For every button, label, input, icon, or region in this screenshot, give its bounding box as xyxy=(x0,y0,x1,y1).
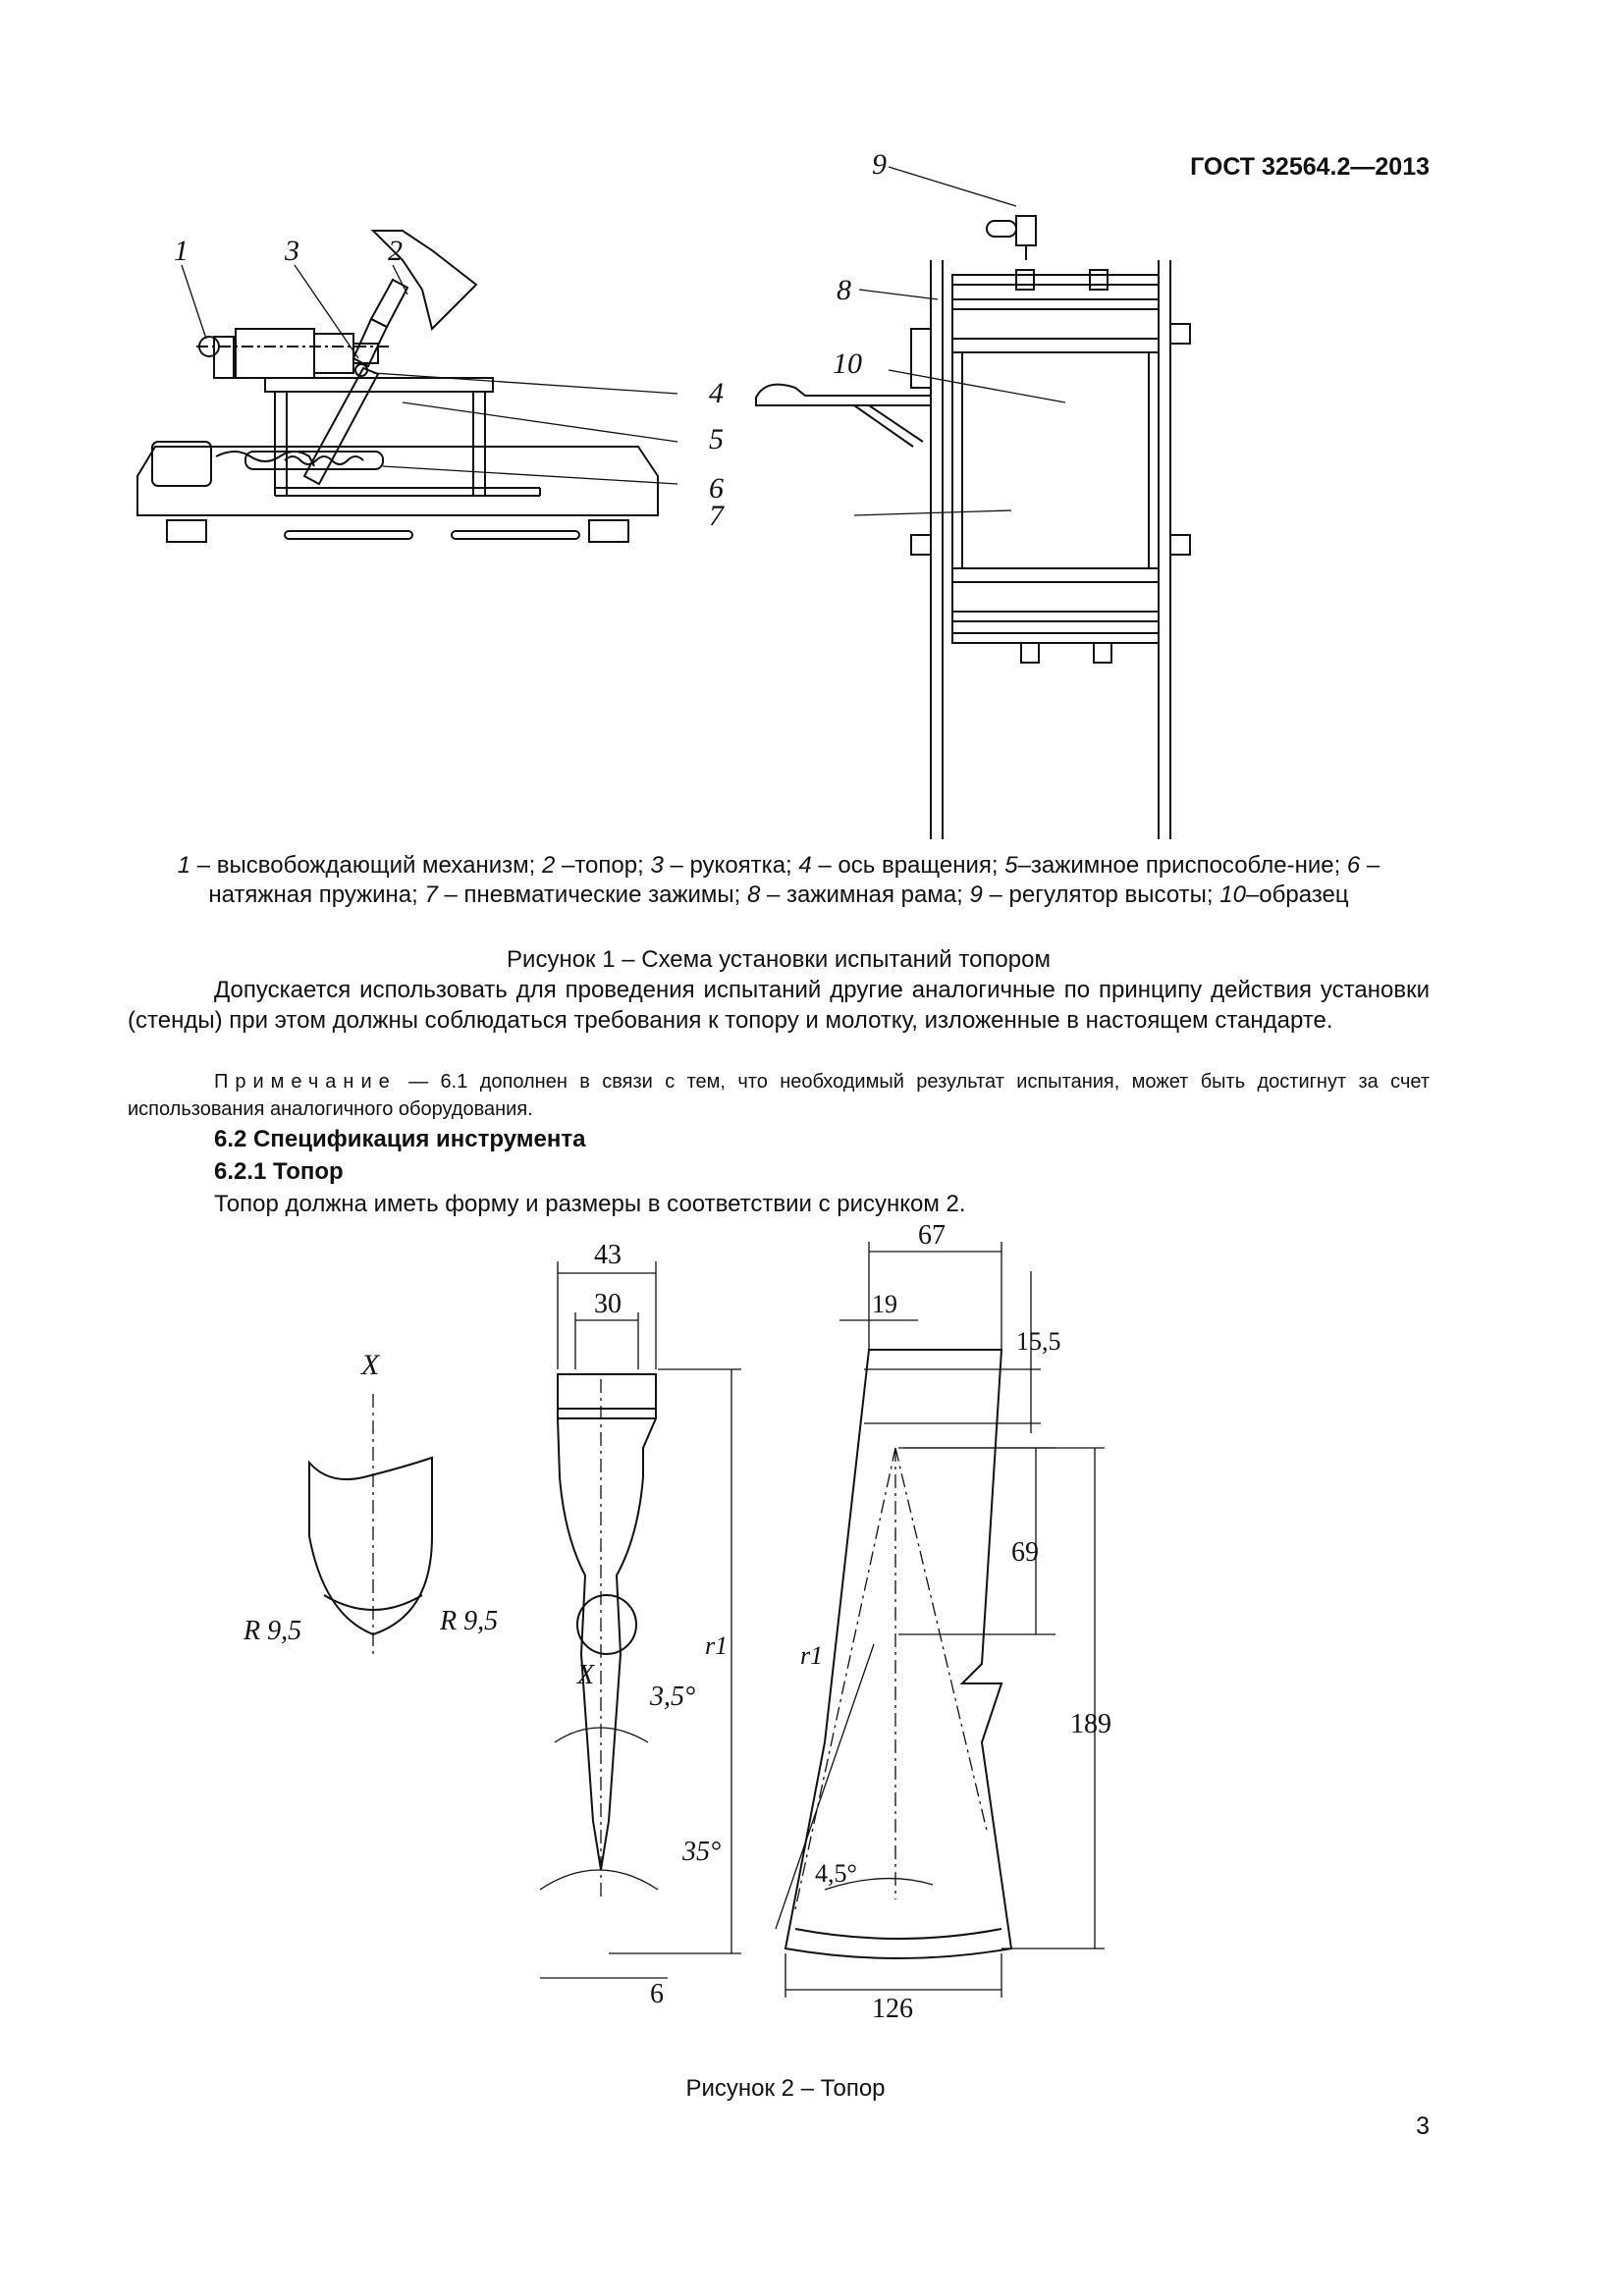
dim-67: 67 xyxy=(918,1220,946,1251)
dim-189: 189 xyxy=(1070,1709,1111,1739)
dim-15-5: 15,5 xyxy=(1016,1327,1061,1356)
body-paragraph: Допускается использовать для проведения испытаний другие аналогичные по принципу действия установки (стенды) при этом должны соблюдаться требования к топору и молотку, изложенные в настоящем стандарте. xyxy=(128,977,1430,1034)
legend-item: 10–образец xyxy=(1219,881,1349,908)
callout-9: 9 xyxy=(872,148,887,181)
angle-35: 35° xyxy=(682,1837,722,1867)
callout-5: 5 xyxy=(709,423,724,455)
note-label: Примечание xyxy=(214,1071,397,1093)
label-x-top: X xyxy=(361,1349,380,1381)
figure-1-caption: Рисунок 1 – Схема установки испытаний топором xyxy=(507,946,1051,973)
legend-item: 1 – высвобождающий механизм; xyxy=(177,852,542,879)
legend-item: 7 – пневматические зажимы; xyxy=(424,881,747,908)
callout-4: 4 xyxy=(709,377,724,409)
callout-10: 10 xyxy=(833,347,862,380)
figure-2-axe-drawing xyxy=(196,1222,1325,2052)
callout-3: 3 xyxy=(285,235,299,267)
label-r1-mid: r1 xyxy=(705,1631,729,1660)
dim-6: 6 xyxy=(650,1979,664,2009)
callout-1: 1 xyxy=(174,235,189,267)
dim-19: 19 xyxy=(872,1290,897,1318)
callout-7: 7 xyxy=(709,500,724,532)
callout-8: 8 xyxy=(837,274,851,306)
dim-43: 43 xyxy=(594,1240,622,1270)
callout-6: 6 xyxy=(709,472,724,505)
note xyxy=(128,1068,1430,1123)
section-heading-6-2-1: 6.2.1 Топор xyxy=(214,1158,344,1185)
figure-1-test-rig-diagram xyxy=(128,148,1257,839)
figure-2-caption: Рисунок 2 – Топор xyxy=(685,2075,886,2102)
dim-69: 69 xyxy=(1011,1537,1039,1568)
angle-3-5: 3,5° xyxy=(650,1682,696,1712)
document-code: ГОСТ 32564.2—2013 xyxy=(1190,153,1430,181)
legend-item: 4 – ось вращения; xyxy=(798,852,1005,879)
legend-item: 2 –топор; xyxy=(541,852,651,879)
dim-30: 30 xyxy=(594,1289,622,1319)
page-number: 3 xyxy=(1416,2112,1430,2140)
section-heading-6-2: 6.2 Спецификация инструмента xyxy=(214,1126,586,1152)
label-x-mid: X xyxy=(577,1660,595,1690)
label-r-right: R 9,5 xyxy=(440,1606,499,1636)
legend-item: 5–зажимное приспособле-ние; xyxy=(1004,852,1347,879)
callout-2: 2 xyxy=(388,235,403,267)
legend-item: 8 – зажимная рама; xyxy=(747,881,970,908)
angle-4-5: 4,5° xyxy=(815,1859,857,1888)
dim-126: 126 xyxy=(872,1994,913,2024)
legend-item: 3 – рукоятка; xyxy=(650,852,799,879)
legend-item: 9 – регулятор высоты; xyxy=(969,881,1220,908)
label-r-left: R 9,5 xyxy=(243,1616,302,1646)
axe-requirement-text: Топор должна иметь форму и размеры в соответствии с рисунком 2. xyxy=(214,1191,966,1217)
note-text: — 6.1 дополнен в связи с тем, что необходимый результат испытания, может быть достигнут за счет использования аналогичного оборудования. xyxy=(128,1071,1430,1120)
figure-1-legend xyxy=(128,851,1430,910)
label-r1-right: r1 xyxy=(800,1641,824,1670)
legend-item: 6 – натяжная пружина; xyxy=(208,852,1380,908)
